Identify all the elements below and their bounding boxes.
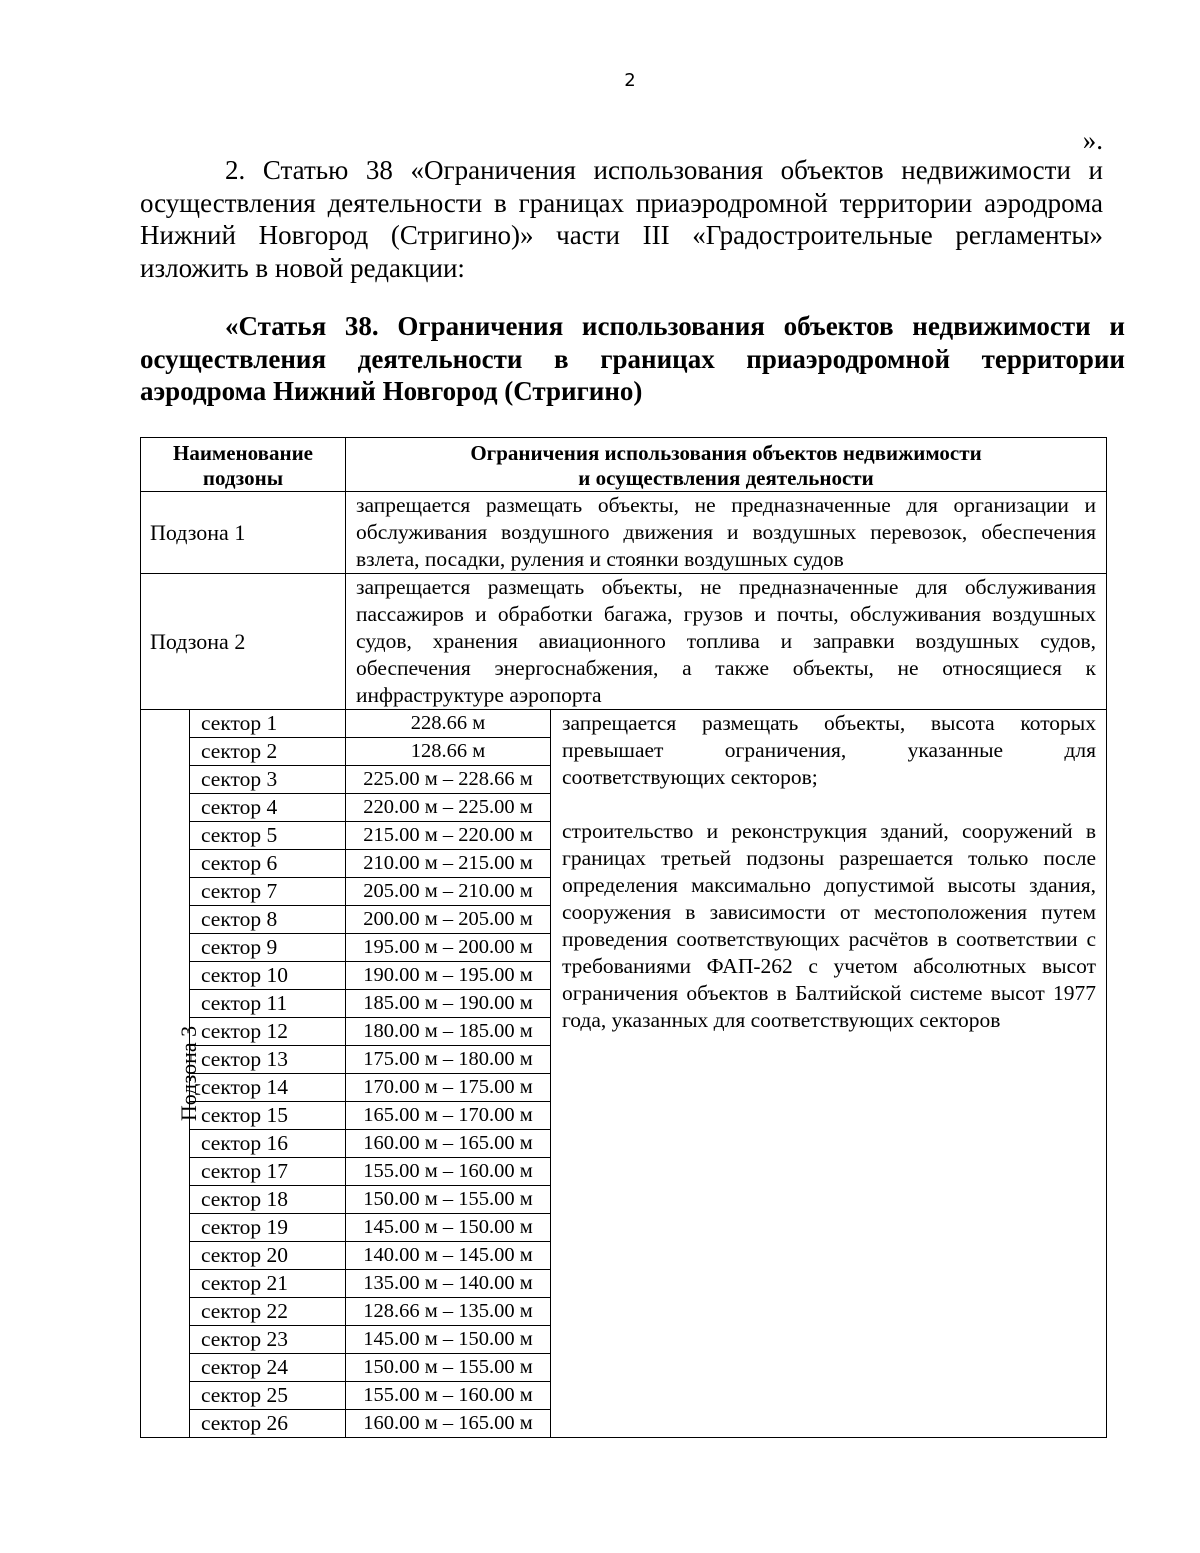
sector-height-limit: 210.00 м – 215.00 м — [346, 850, 551, 878]
zone3-name-cell — [141, 710, 202, 1438]
sector-height-limit: 145.00 м – 150.00 м — [346, 1214, 551, 1242]
sector-name: сектор 26 — [190, 1410, 346, 1438]
sector-height-limit: 170.00 м – 175.00 м — [346, 1074, 551, 1102]
sector-name: сектор 23 — [190, 1326, 346, 1354]
table-header-row — [141, 438, 1107, 492]
sector-height-limit: 175.00 м – 180.00 м — [346, 1046, 551, 1074]
sector-name: сектор 17 — [190, 1158, 346, 1186]
sector-height-limit: 150.00 м – 155.00 м — [346, 1354, 551, 1382]
zone3-name: Подзона 3 — [176, 1025, 202, 1121]
sector-name: сектор 18 — [190, 1186, 346, 1214]
zone1-name: Подзона 1 — [141, 492, 346, 574]
sector-height-limit: 150.00 м – 155.00 м — [346, 1186, 551, 1214]
zone3-note-paragraph-2: строительство и реконструкция зданий, сооружений в границах третьей подзоны разрешается только после определения максимально допустимой высоты здания, сооружения в зависимости от местоположения путем проведения соответствующих расчётов в соответствии с требованиями ФАП-262 с учетом абсолютных высот ограничения объектов в Балтийской системе высот 1977 года, указанных для соответствующих секторов — [562, 819, 1096, 1032]
sector-name: сектор 10 — [190, 962, 346, 990]
zone2-row — [141, 574, 1107, 710]
header-col1-line1: Наименование — [173, 440, 313, 465]
header-restrictions — [346, 438, 1107, 492]
sector-height-limit: 190.00 м – 195.00 м — [346, 962, 551, 990]
sector-name: сектор 9 — [190, 934, 346, 962]
zone3-restrictions-cell — [551, 710, 1107, 1438]
sector-name: сектор 12 — [190, 1018, 346, 1046]
sector-name: сектор 22 — [190, 1298, 346, 1326]
sector-name: сектор 19 — [190, 1214, 346, 1242]
sector-height-limit: 165.00 м – 170.00 м — [346, 1102, 551, 1130]
sector-name: сектор 16 — [190, 1130, 346, 1158]
sector-height-limit: 145.00 м – 150.00 м — [346, 1326, 551, 1354]
intro-paragraph: 2. Статью 38 «Ограничения использования объектов недвижимости и осуществления деятельности в границах приаэродромной территории аэродрома Нижний Новгород (Стригино)» части III «Градостроительные регламенты» изложить в новой редакции: — [140, 155, 1103, 283]
sector-name: сектор 13 — [190, 1046, 346, 1074]
zone2-text: запрещается размещать объекты, не предназначенные для обслуживания пассажиров и обработки багажа, грузов и почты, обслуживания воздушных судов, хранения авиационного топлива и заправки воздушных судов, обеспечения энергоснабжения, а также объекты, не относящиеся к инфраструктуре аэропорта — [346, 574, 1107, 710]
sector-name: сектор 3 — [190, 766, 346, 794]
article-title: «Статья 38. Ограничения использования объектов недвижимости и осуществления деятельности в границах приаэродромной территории аэродрома Нижний Новгород (Стригино) — [140, 311, 1125, 406]
sector-name: сектор 24 — [190, 1354, 346, 1382]
sector-name: сектор 14 — [190, 1074, 346, 1102]
sector-row — [141, 710, 1107, 738]
header-col2-line2: и осуществления деятельности — [578, 465, 874, 490]
sector-height-limit: 195.00 м – 200.00 м — [346, 934, 551, 962]
sector-name: сектор 2 — [190, 738, 346, 766]
header-col2-line1: Ограничения использования объектов недвижимости — [470, 440, 982, 465]
sector-height-limit: 215.00 м – 220.00 м — [346, 822, 551, 850]
sector-height-limit: 185.00 м – 190.00 м — [346, 990, 551, 1018]
restrictions-table — [140, 437, 1107, 1438]
sector-height-limit: 128.66 м — [346, 738, 551, 766]
sector-name: сектор 5 — [190, 822, 346, 850]
sector-height-limit: 200.00 м – 205.00 м — [346, 906, 551, 934]
header-col1-line2: подзоны — [202, 465, 284, 490]
sector-name: сектор 21 — [190, 1270, 346, 1298]
sector-height-limit: 220.00 м – 225.00 м — [346, 794, 551, 822]
sector-name: сектор 7 — [190, 878, 346, 906]
sector-name: сектор 15 — [190, 1102, 346, 1130]
sector-height-limit: 140.00 м – 145.00 м — [346, 1242, 551, 1270]
sector-height-limit: 155.00 м – 160.00 м — [346, 1382, 551, 1410]
sector-height-limit: 205.00 м – 210.00 м — [346, 878, 551, 906]
header-subzone-name — [141, 438, 346, 492]
sector-name: сектор 8 — [190, 906, 346, 934]
sector-height-limit: 155.00 м – 160.00 м — [346, 1158, 551, 1186]
closing-quote: ». — [1082, 125, 1103, 155]
sector-name: сектор 20 — [190, 1242, 346, 1270]
sector-name: сектор 4 — [190, 794, 346, 822]
zone2-name: Подзона 2 — [141, 574, 346, 710]
page-number: 2 — [624, 70, 636, 91]
sector-name: сектор 25 — [190, 1382, 346, 1410]
sector-height-limit: 128.66 м – 135.00 м — [346, 1298, 551, 1326]
sector-height-limit: 135.00 м – 140.00 м — [346, 1270, 551, 1298]
paragraph-spacer — [562, 791, 1096, 818]
sector-name: сектор 11 — [190, 990, 346, 1018]
zone3-note-paragraph-1: запрещается размещать объекты, высота которых превышает ограничения, указанные для соответствующих секторов; — [562, 711, 1096, 789]
sector-height-limit: 225.00 м – 228.66 м — [346, 766, 551, 794]
zone1-text: запрещается размещать объекты, не предназначенные для организации и обслуживания воздушного движения и воздушных перевозок, обеспечения взлета, посадки, руления и стоянки воздушных судов — [346, 492, 1107, 574]
sector-height-limit: 180.00 м – 185.00 м — [346, 1018, 551, 1046]
sector-name: сектор 1 — [190, 710, 346, 738]
sector-height-limit: 160.00 м – 165.00 м — [346, 1130, 551, 1158]
zone1-row — [141, 492, 1107, 574]
sector-name: сектор 6 — [190, 850, 346, 878]
sector-height-limit: 228.66 м — [346, 710, 551, 738]
sector-height-limit: 160.00 м – 165.00 м — [346, 1410, 551, 1438]
